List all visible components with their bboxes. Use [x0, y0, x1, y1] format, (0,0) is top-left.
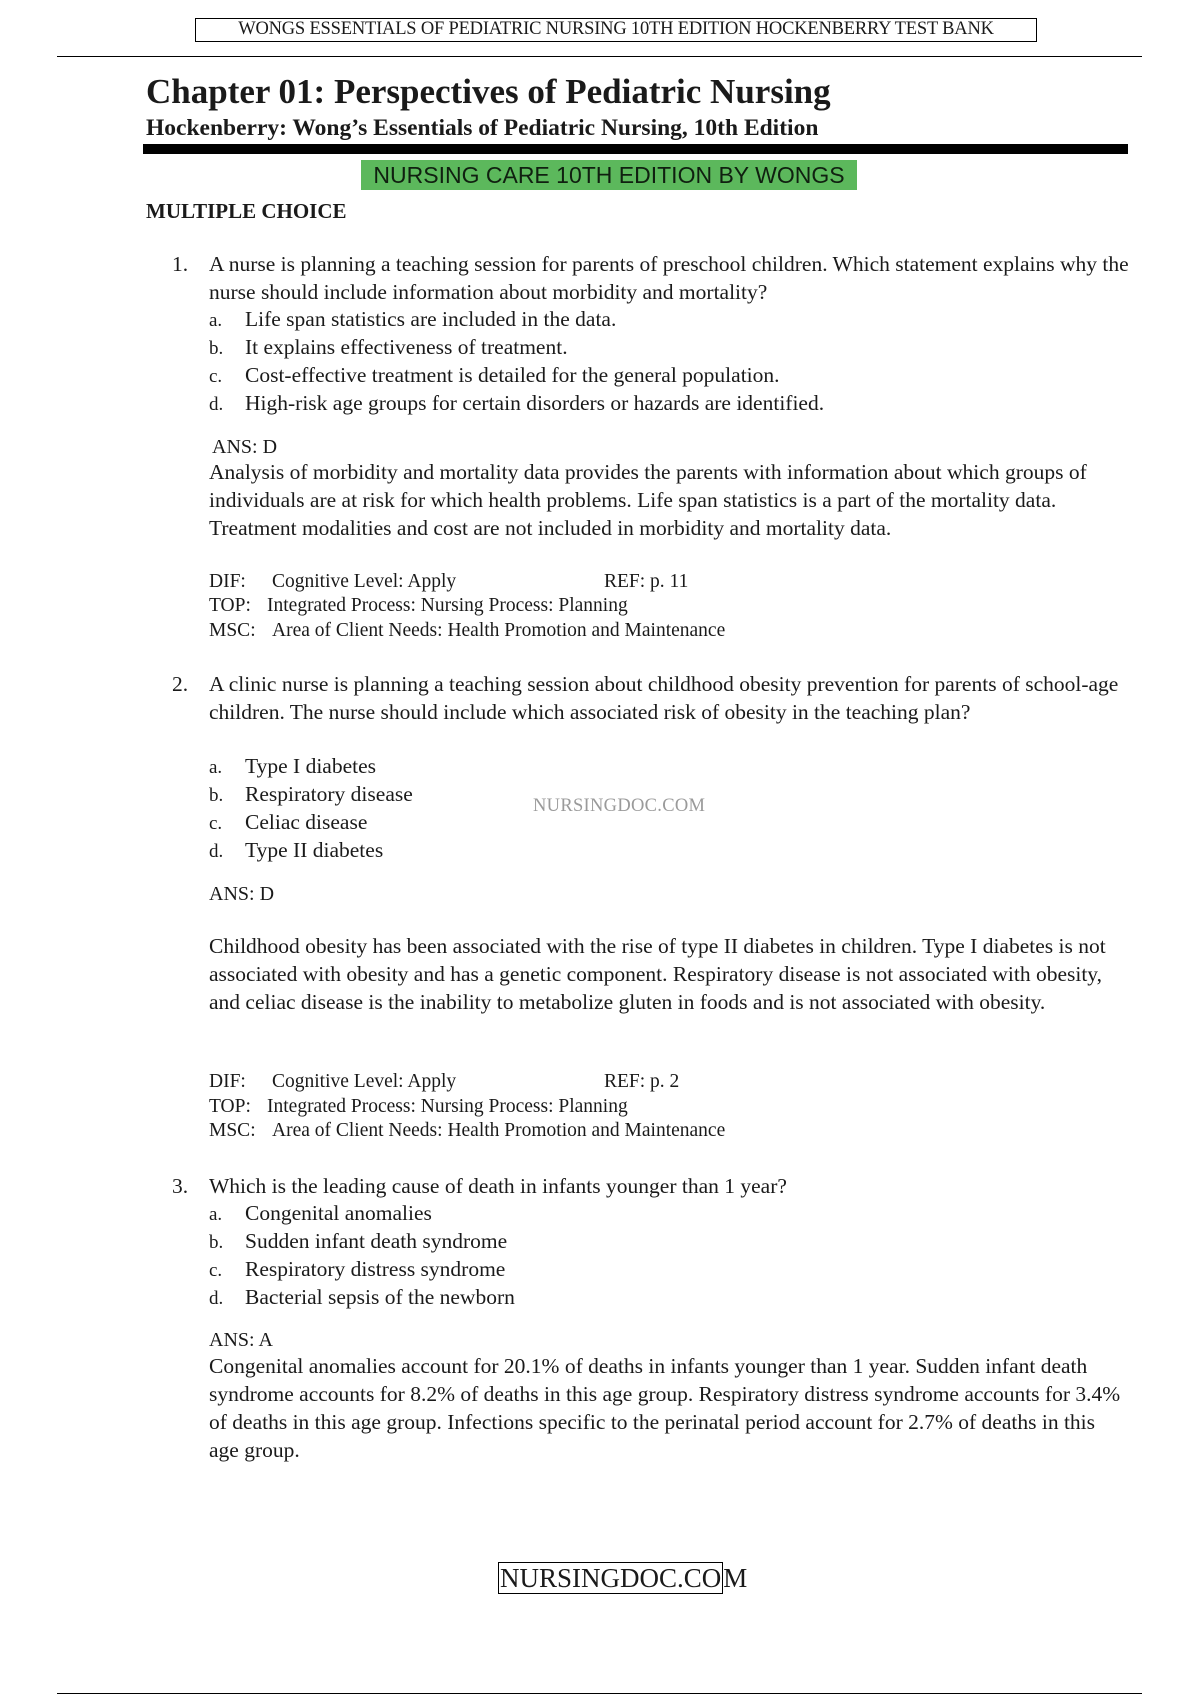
option-letter: d. — [209, 1288, 224, 1309]
option-a — [209, 1199, 432, 1229]
option-letter: a. — [209, 757, 223, 778]
option-b — [209, 333, 568, 363]
meta-value: Area of Client Needs: Health Promotion and Maintenance — [272, 620, 726, 641]
option-letter: a. — [209, 1204, 223, 1225]
question-number: 2. — [172, 672, 189, 696]
watermark: NURSINGDOC.COM — [533, 796, 706, 816]
option-text: Bacterial sepsis of the newborn — [245, 1285, 515, 1309]
footer-logo-boxed: NURSINGDOC.CO — [500, 1563, 722, 1593]
meta-msc — [209, 618, 725, 643]
option-text: Sudden infant death syndrome — [245, 1229, 508, 1253]
option-d — [209, 836, 383, 866]
option-letter: c. — [209, 813, 223, 834]
meta-msc — [209, 1118, 725, 1143]
rationale: Analysis of morbidity and mortality data provides the parents with information about which groups of individuals are at risk for which health problems. Life span statistics is a part of the mortality data. Treatment modalities and cost are not included in morbidity and mortality data. — [209, 460, 1087, 540]
option-c — [209, 1255, 505, 1285]
option-letter: c. — [209, 366, 223, 387]
chapter-title: Chapter 01: Perspectives of Pediatric Nursing — [146, 72, 831, 111]
option-text: High-risk age groups for certain disorders or hazards are identified. — [245, 391, 825, 415]
meta-value: Integrated Process: Nursing Process: Planning — [267, 595, 628, 616]
option-letter: d. — [209, 394, 224, 415]
section-heading: MULTIPLE CHOICE — [146, 199, 347, 223]
top-banner: WONGS ESSENTIALS OF PEDIATRIC NURSING 10TH EDITION HOCKENBERRY TEST BANK — [195, 18, 1037, 42]
meta-dif — [209, 569, 689, 594]
option-letter: d. — [209, 841, 224, 862]
bottom-rule — [57, 1693, 1142, 1694]
option-letter: c. — [209, 1260, 223, 1281]
book-subtitle: Hockenberry: Wong’s Essentials of Pediatric Nursing, 10th Edition — [146, 115, 819, 141]
question-stem: Which is the leading cause of death in infants younger than 1 year? — [209, 1174, 787, 1198]
footer-logo — [498, 1562, 747, 1594]
meta-key: DIF: — [209, 571, 246, 592]
option-text: Respiratory disease — [245, 782, 413, 806]
meta-dif — [209, 1069, 680, 1094]
meta-key: TOP: — [209, 1096, 251, 1117]
option-d — [209, 389, 824, 419]
option-a — [209, 752, 376, 782]
option-text: Respiratory distress syndrome — [245, 1257, 506, 1281]
meta-value: Area of Client Needs: Health Promotion and Maintenance — [272, 1120, 726, 1141]
option-text: Type I diabetes — [245, 754, 377, 778]
option-text: Type II diabetes — [245, 838, 384, 862]
option-letter: b. — [209, 785, 224, 806]
answer: ANS: D — [209, 883, 275, 905]
meta-value: Cognitive Level: Apply — [272, 1071, 457, 1092]
option-a — [209, 305, 616, 335]
meta-ref: REF: p. 2 — [604, 1071, 680, 1092]
meta-key: MSC: — [209, 1120, 256, 1141]
rationale: Childhood obesity has been associated with the rise of type II diabetes in children. Type I diabetes is not associated with obesity and has a genetic component. Respiratory disease is not associated with obesity, and celiac disease is the inability to metabolize gluten in foods and is not associated with obesity. — [209, 934, 1106, 1014]
option-b — [209, 780, 413, 810]
option-letter: b. — [209, 338, 224, 359]
answer: ANS: A — [209, 1329, 273, 1351]
option-b — [209, 1227, 507, 1257]
option-text: Life span statistics are included in the data. — [245, 307, 617, 331]
option-letter: b. — [209, 1232, 224, 1253]
highlight-banner: NURSING CARE 10TH EDITION BY WONGS — [361, 160, 857, 190]
top-rule — [57, 56, 1142, 57]
meta-key: TOP: — [209, 595, 251, 616]
meta-ref: REF: p. 11 — [604, 571, 689, 592]
meta-value: Cognitive Level: Apply — [272, 571, 457, 592]
option-d — [209, 1283, 515, 1313]
meta-key: DIF: — [209, 1071, 246, 1092]
footer-logo-tail: M — [723, 1563, 748, 1593]
heavy-rule — [143, 144, 1128, 154]
meta-top — [209, 1094, 628, 1119]
option-c — [209, 361, 780, 391]
option-c — [209, 808, 367, 838]
question-stem: A clinic nurse is planning a teaching session about childhood obesity prevention for parents of school-age children. The nurse should include which associated risk of obesity in the teaching plan? — [209, 672, 1119, 724]
question-number: 1. — [172, 252, 189, 276]
meta-key: MSC: — [209, 620, 256, 641]
option-text: Cost-effective treatment is detailed for the general population. — [245, 363, 780, 387]
option-text: Congenital anomalies — [245, 1201, 432, 1225]
meta-top — [209, 593, 628, 618]
option-text: It explains effectiveness of treatment. — [245, 335, 568, 359]
question-stem: A nurse is planning a teaching session for parents of preschool children. Which statement explains why the nurse should include information about morbidity and mortality? — [209, 252, 1129, 304]
answer: ANS: D — [212, 436, 278, 458]
option-letter: a. — [209, 310, 223, 331]
question-number: 3. — [172, 1174, 189, 1198]
meta-value: Integrated Process: Nursing Process: Planning — [267, 1096, 628, 1117]
option-text: Celiac disease — [245, 810, 368, 834]
rationale: Congenital anomalies account for 20.1% of deaths in infants younger than 1 year. Sudden infant death syndrome accounts for 8.2% of deaths in this age group. Respiratory distress syndrome accounts for 3.4% of deaths in this age group. Infections specific to the perinatal period account for 2.7% of deaths in this age group. — [209, 1354, 1121, 1462]
